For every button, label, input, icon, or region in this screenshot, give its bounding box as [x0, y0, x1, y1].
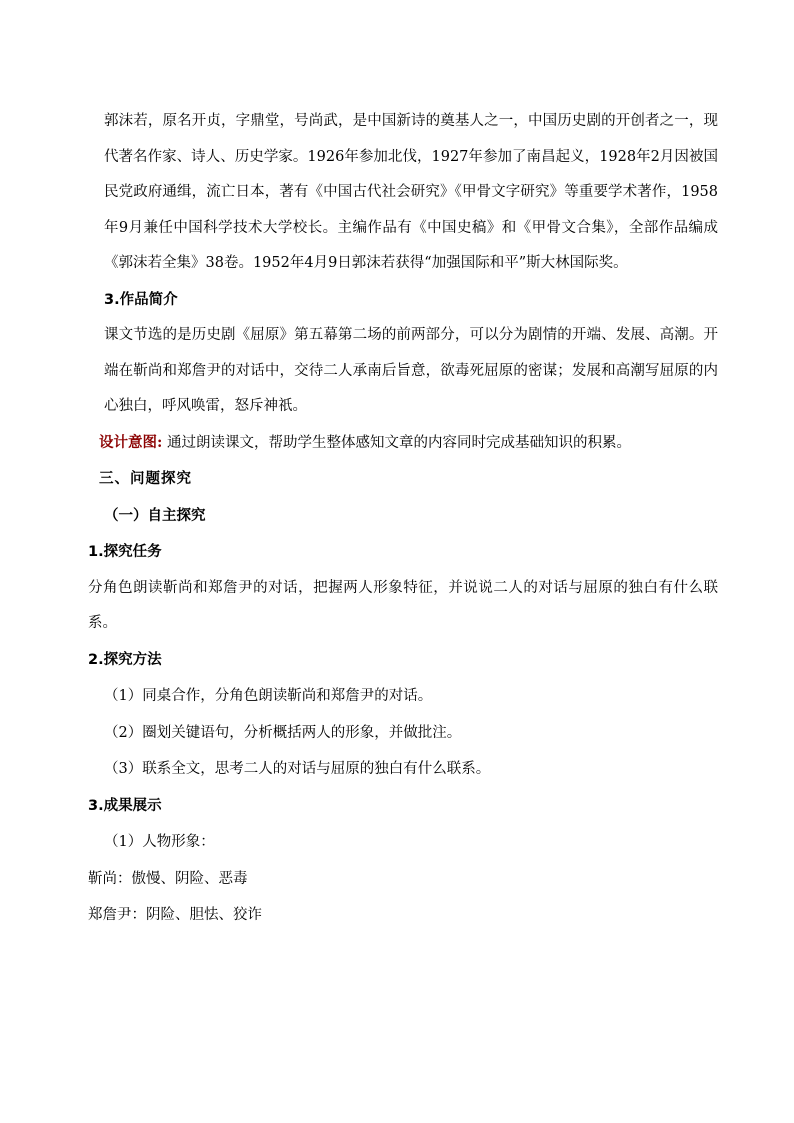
- result-item: （1）人物形象：: [104, 834, 215, 850]
- result-item: 靳尚：傲慢、阴险、恶毒: [88, 870, 248, 887]
- method-item: （3）联系全文，思考二人的对话与屈原的独白有什么联系。: [104, 761, 491, 777]
- page-content: [88, 104, 718, 934]
- task-text: 分角色朗读靳尚和郑詹尹的对话，把握两人形象特征，并说说二人的对话与屈原的独白有什么联系。: [88, 579, 718, 631]
- design-intent-colon: :: [157, 433, 163, 451]
- section-3-title: 3.作品简介: [104, 291, 178, 308]
- method-title: 2.探究方法: [88, 651, 162, 668]
- design-intent-text: 通过朗读课文，帮助学生整体感知文章的内容同时完成基础知识的积累。: [162, 434, 631, 451]
- bio-paragraph: [104, 104, 718, 282]
- bio-text: 郭沫若，原名开贞，字鼎堂，号尚武，是中国新诗的奠基人之一，中国历史剧的开创者之一，现代著名作家、诗人、历史学家。1926年参加北伐，1927年参加了南昌起义，1928年2月因被国民党政府通缉，流亡日本，著有《中国古代社会研究》《甲骨文字研究》等重要学术著作，1958年9月兼任中国科学技术大学校长。主编作品有《中国史稿》和《甲骨文合集》，全部作品编成《郭沫若全集》38卷。1952年4月9日郭沫若获得“加强国际和平”斯大林国际奖。: [104, 113, 718, 271]
- result-item: 郑詹尹：阴险、胆怯、狡诈: [88, 907, 262, 923]
- design-intent: [99, 425, 718, 462]
- design-intent-label: 设计意图: [99, 433, 157, 451]
- part-title: 三、问题探究: [99, 471, 192, 487]
- task-title: 1.探究任务: [88, 544, 162, 560]
- result-title: 3.成果展示: [88, 797, 162, 814]
- sub-title: （一）自主探究: [104, 507, 206, 524]
- method-item: （1）同桌合作，分角色朗读靳尚和郑詹尹的对话。: [104, 688, 433, 704]
- method-item: （2）圈划关键语句，分析概括两人的形象，并做批注。: [104, 724, 462, 741]
- intro-paragraph: 课文节选的是历史剧《屈原》第五幕第二场的前两部分，可以分为剧情的开端、发展、高潮。开端在靳尚和郑詹尹的对话中，交待二人承南后旨意，欲毒死屈原的密谋；发展和高潮写屈原的内心独白，呼风唤雷，怒斥神祇。: [104, 327, 718, 414]
